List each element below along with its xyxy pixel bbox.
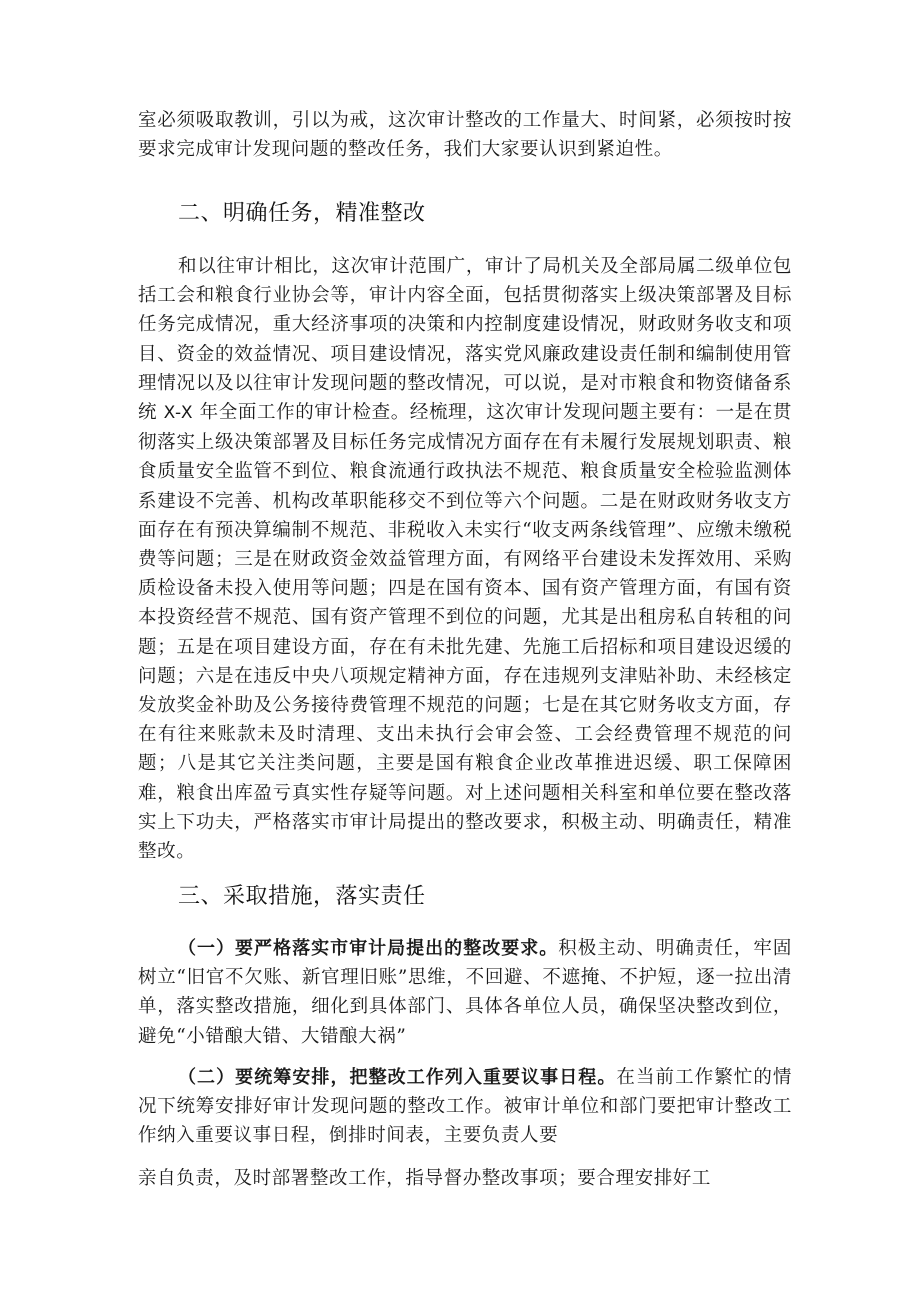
measure-2-title: （二）要统筹安排，把整改工作列入重要议事日程。 [178,1067,617,1088]
paragraph-section-2 [138,252,792,866]
paragraph-measure-2 [138,1063,792,1151]
paragraph-continued: 亲自负责，及时部署整改工作，指导督办整改事项；要合理安排好工 [138,1168,712,1189]
paragraph-measure-1 [138,934,792,1051]
section-heading-3: 三、采取措施，落实责任 [178,884,426,909]
measure-2-text: 在当前工作繁忙的情况下统筹安排好审计发现问题的整改工作。被审计单位和部门要把审计整改工作纳入重要议事日程，倒排时间表，主要负责人要 [138,1067,792,1147]
paragraph-section-2-part-a: 和以往审计相比，这次审计范围广，审计了局机关及全部局属二级单位包括工会和粮食行业协会等，审计内容全面，包括贯彻落实上级决策部署及目标任务完成情况，重大经济事项的决策和内控制度建设情况，财政财务收支和项目、资金的效益情况、项目建设情况，落实党风廉政建设责任制和编制使用管理情况以及以往审计发现问题的整改情况，可以说，是对市粮食和物资储备系统 [138,256,792,424]
paragraph-intro: 室必须吸取教训，引以为戒，这次审计整改的工作量大、时间紧，必须按时按要求完成审计发现问题的整改任务，我们大家要认识到紧迫性。 [138,110,792,161]
measure-1-text: 积极主动、明确责任，牢固树立“旧官不欠账、新官理旧账”思维，不回避、不遮掩、不护短，逐一拉出清单，落实整改措施，细化到具体部门、具体各单位人员，确保坚决整改到位，避免“小错酿大错、大错酿大祸” [138,938,793,1047]
measure-1-title: （一）要严格落实市审计局提出的整改要求。 [178,938,559,959]
year-placeholder: X-X [163,403,194,424]
section-heading-2: 二、明确任务，精准整改 [178,201,426,226]
paragraph-section-2-part-b: 年全面工作的审计检查。经梳理，这次审计发现问题主要有：一是在贯彻落实上级决策部署及目标任务完成情况方面存在有未履行发展规划职责、粮食质量安全监管不到位、粮食流通行政执法不规范、粮食质量安全检验监测体系建设不完善、机构改革职能移交不到位等六个问题。二是在财政财务收支方面存在有预决算编制不规范、非税收入未实行“收支两条线管理”、应缴未缴税费等问题；三是在财政资金效益管理方面，有网络平台建设未发挥效用、采购质检设备未投入使用等问题；四是在国有资本、国有资产管理方面，有国有资本投资经营不规范、国有资产管理不到位的问题，尤其是出租房私自转租的问题；五是在项目建设方面，存在有未批先建、先施工后招标和项目建设迟缓的问题；六是在违反中央八项规定精神方面，存在违规列支津贴补助、未经核定发放奖金补助及公务接待费管理不规范的问题；七是在其它财务收支方面，存在有往来账款未及时清理、支出未执行会审会签、工会经费管理不规范的问题；八是其它关注类问题，主要是国有粮食企业改革推进迟缓、职工保障困难，粮食出库盈亏真实性存疑等问题。对上述问题相关科室和单位要在整改落实上下功夫，严格落实市审计局提出的整改要求，积极主动、明确责任，精准整改。 [138,402,793,863]
